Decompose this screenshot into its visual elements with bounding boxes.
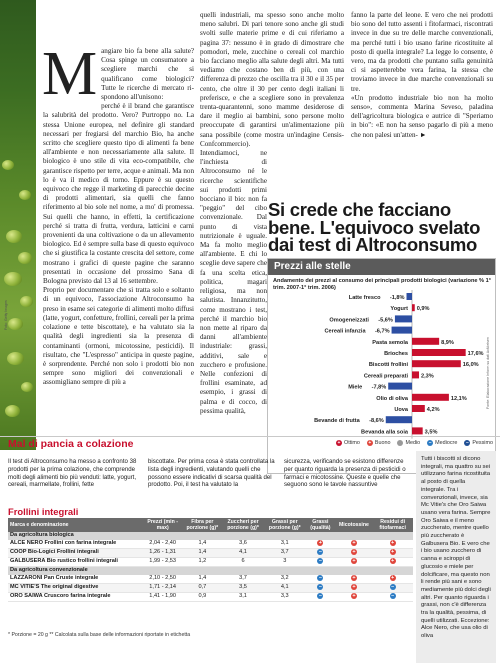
legend-label: Ottimo: [344, 440, 360, 446]
article-paragraph: «Un prodotto industriale bio non ha molto senso», commenta Marina Seveso, paladina dell'agricoltura biologica e autrice di "Speriamo in bio": «E non ha senso pagarlo di più a meno che non palesi un'atten- ►: [351, 93, 493, 139]
chart-category-label: Olio di oliva: [376, 395, 408, 402]
chart-category-label: Brioches: [384, 351, 408, 357]
table-cell-fibra: 0,9: [198, 593, 207, 600]
table-cell-zuccheri: 3,7: [239, 575, 247, 582]
table-cell-rating: [336, 558, 373, 567]
chart-value-label: 17,6%: [467, 351, 484, 357]
col-header-fibra: Fibra per porzione (g)*: [183, 518, 222, 532]
rating-plus-icon: +: [368, 440, 372, 446]
photo-credit: Foto: Getty Images: [4, 300, 8, 330]
legend-label: Pessimo: [472, 440, 493, 446]
chart-category-label: Cereali preparati: [363, 373, 408, 380]
sidebar-text: Tutti i biscotti sì dicono integrali, ma quattro su sei utilizzano farina ricostituita al posto di quella integrale. Tra i convenzionali, invece, sia Mc Vitie's che Oro Saiwa usano vera farina. Sempre Oro Saiwa e il meno zuccherato, mentre quello più zuccherato è Galbusera Bio. E vero che i bio usano zucchero di canna e sciroppi di glucosio e miele per dolcificare, ma questo non li rende più sani e sono mediamente più dolci degli altri. Per quanto riguarda i grassi, non c'è differenza tra la qualità, pessima, di quelli utilizzati. Eccezione: Alce Nero, che usa olio di oliva: [421, 456, 491, 640]
rating-good-icon: +: [352, 549, 356, 556]
table-cell-rating: [305, 592, 336, 601]
rating-mediocre-icon: –: [318, 592, 322, 599]
table-cell-rating: [372, 592, 413, 601]
table-cell-rating: [305, 540, 336, 549]
sidebar-box: [416, 451, 496, 663]
section-divider: [0, 436, 500, 437]
table-cell-price: 2,10 - 2,50: [149, 575, 177, 582]
chart-value-label: 3,5%: [424, 429, 438, 436]
table-cell-rating: [305, 575, 336, 584]
chart-category-label: Biscotti frollini: [368, 362, 408, 369]
chart-category-label: Yogurt: [390, 306, 408, 313]
article-paragraph: fanno la parte del leone. E vero che nei prodotti bio sono del tutto assenti i fitofarmaci, riscontrati invece in due su tre delle marche convenzionali, ma perché tutti i bio usano farine ricostituite al posto di quella integrale? La legge lo consente, è vero, ma da prodotti che puntano sulla genuinità ci si aspetterebbe vera farina, la stessa che troviamo invece in due marche convenzionali su tre.: [351, 11, 493, 93]
olive-photo: [0, 0, 36, 450]
chart-category-label: Cereali infanzia: [324, 328, 366, 335]
rating-square-minus-icon: –: [465, 440, 469, 446]
legend-label: Buono: [374, 440, 391, 446]
table-cell-price: 1,26 - 1,31: [142, 549, 183, 558]
table-cell-rating: [336, 583, 373, 592]
article-column-1: [42, 40, 194, 388]
table-cell-zuccheri: 3,6: [239, 540, 247, 547]
chart-bar: [412, 360, 461, 367]
article-paragraph: perché è il brand che garantisce la salubrità del prodotto. Vero? Purtroppo no. La stessa Unione europea, nel definire gli standard necessari per fregiarsi del marchio Bio, ha anche scritto che scegliere questo tipo di alimenti fa bene all'ambiente e non necessariamente alla salute. Il biologico è uno stile di vita eco-compatibile, che garantisce rispetto per terre, acque e animali. Ma non lo è va il medico di torno. Eppure è su questo equivoco che regge il marketing di parecchie decine di prodotti alimentari, sia quelli che fanno riferimento al bio sole nel nome, a mo' di promessa. Sui quelli che hanno, in effetti, la certificazione perché si tratta di frutta, verdura, latticini e carni provenienti da una coltivazione o da un allevamento biologico. Ed è sempre sulla base di questo equivoco che si giustifica la costante crescita del settore, come mostrano i grafici di queste pagine che saranno presentati in occasione del prossimo Sana di Bologna previsto dal 13 al 16 settembre.: [43, 102, 194, 286]
col-header-micotossine: Micotossine: [336, 518, 373, 532]
chart-value-label: -7,8%: [371, 384, 387, 391]
col-header-zuccheri: Zuccheri per porzione (g)*: [222, 518, 265, 532]
rating-good-icon: +: [352, 592, 356, 599]
legend-item: [427, 440, 457, 446]
table-cell-name: ALCE NERO Frollini con farina integrale: [10, 540, 117, 547]
table-cell-rating: [336, 592, 373, 601]
rating-square-icon: [397, 440, 403, 446]
rating-good-icon: +: [391, 574, 395, 581]
table-cell-fibra: 1,4: [198, 575, 207, 582]
chart-bar: [412, 304, 415, 311]
table-row: [8, 592, 413, 601]
intro-text-1: Il test di Altroconsumo ha messo a confronto 38 prodotti per la prima colazione, che comprende molti degli alimenti bio più venduti: latte, yogurt, cereali, marmellate, frollini, fette: [8, 458, 137, 489]
table-cell-name: COOP Bio-Logici Frollini integrali: [8, 549, 142, 558]
col-header-residui: Residui di fitofarmaci: [372, 518, 413, 532]
chart-value-label: -6,7%: [374, 328, 390, 335]
table-cell-fibra: 1,2: [198, 558, 207, 565]
chart-category-label: Latte fresco: [348, 295, 381, 301]
rating-good-icon: +: [352, 540, 356, 546]
table-cell-grassi: 3,2: [280, 575, 289, 582]
intro-text-2: biscottate. Per prima cosa è stata controllata la lista degli ingredienti, valutando quelli che possono essere indicativi di scarsa qualità del prodotto. Poi, il test ha valutato la: [148, 458, 275, 489]
table-row: [8, 540, 413, 549]
chart-bar: [412, 427, 423, 434]
table-cell-grassi: 3,1: [280, 540, 289, 547]
rating-good-icon: +: [391, 549, 395, 556]
table-cell-price: 2,04 - 2,40: [149, 540, 177, 547]
legend-item: [464, 440, 493, 446]
table-cell-zuccheri: 3,5: [222, 583, 265, 592]
col-header-prezzi: Prezzi (min - max): [142, 518, 183, 532]
table-cell-fibra: 0,7: [183, 583, 222, 592]
chart-bar: [412, 371, 419, 378]
article-paragraph: quelli industriali, ma spesso sono anche molto meno salubri. Di pari tenore sono anche gli studi svolti sulle materie prime e di cui riferiamo a pagina 37: nessuno è in grado di dimostrare che pomodori, mele, zucchine o cereali col marchio bio facciano meglio alla salute degli altri. Ma tutti vediamo che costano ben di più, con una differenza di prezzo che oscilla tra il 30 e il 35 per cento, che oltre il 30 per cento degli italiani li preferisce, e che a scegliere sono in prevalenza trenta-quarantenni, sono mamme desiderose di dare il meglio ai bambini, sono persone molto preoccupate di garantirsi un'alimentazione più sana possibile (come mostra un'indagine Censis-Confcommercio).: [200, 11, 344, 148]
table-cell-rating: [336, 540, 373, 549]
table-cell-price: 1,41 - 1,90: [149, 593, 177, 600]
table-cell-rating: [336, 549, 373, 558]
rating-mediocre-icon: –: [391, 592, 395, 599]
rating-good-icon: +: [391, 558, 395, 565]
table-cell-zuccheri: 6: [241, 558, 245, 565]
chart-value-label: -1,8%: [389, 295, 405, 301]
chart-bar: [386, 416, 412, 423]
chart-category-label: Miele: [348, 384, 363, 391]
rating-mediocre-icon: –: [318, 549, 322, 556]
table-cell-rating: [372, 549, 413, 558]
table-cell-fibra: 1,4: [198, 540, 207, 547]
table-cell-grassi: 3,3: [280, 593, 289, 600]
chart-category-label: Omogeneizzati: [329, 317, 369, 324]
table-cell-zuccheri: 3,1: [239, 593, 247, 600]
table-cell-rating: [305, 558, 336, 567]
table-cell-zuccheri: 4,1: [222, 549, 265, 558]
table-cell-name: MC VITIE'S The original digestive: [8, 583, 142, 592]
table-cell-grassi: 3: [283, 558, 287, 565]
chart-bar: [412, 405, 425, 412]
chart-bar: [388, 383, 412, 390]
chart-value-label: 2,3%: [421, 373, 434, 380]
table-section-label: Da agricoltura biologica: [8, 532, 413, 540]
chart-category-label: Pasta semola: [372, 339, 408, 346]
intro-text-3: sicurezza, verificando se esistono differenze per quanto riguarda la presenza di pesticidi o farmaci e micotossine. Queste e quelle che seguono sono le tavole nassuntive: [284, 458, 406, 489]
table-footnote: * Porzione = 20 g ** Calcolata sulla base delle informazioni riportate in etichetta: [8, 632, 191, 638]
legend-item: [336, 440, 360, 446]
table-section-label: Da agricoltura convenzionale: [8, 567, 413, 575]
chart-bar: [412, 349, 466, 356]
col-header-grassi: Grassi per porzione (g)*: [264, 518, 305, 532]
chart-bar: [407, 293, 412, 300]
rating-good-icon: +: [352, 574, 356, 581]
chart-category-label: Bevande di frutta: [314, 418, 360, 425]
table-cell-price: 1,99 - 2,53: [149, 558, 177, 565]
table-row: [8, 549, 413, 558]
chart-bar: [395, 315, 412, 322]
legend-item: [397, 440, 420, 446]
table-title: Frollini integrali: [8, 506, 79, 517]
table-cell-grassi: 3,7: [264, 549, 305, 558]
rating-square-plus-icon: +: [337, 440, 341, 446]
table-cell-grassi: 4,1: [264, 583, 305, 592]
table-section-row: [8, 567, 413, 575]
table-section-row: [8, 532, 413, 540]
rating-mediocre-icon: –: [318, 583, 322, 590]
section-title: Mal di pancia a colazione: [8, 438, 134, 450]
table-cell-rating: [305, 583, 336, 592]
rating-minus-icon: –: [428, 440, 432, 446]
chart-value-label: 16,0%: [462, 362, 479, 369]
rating-good-icon: +: [391, 540, 395, 546]
article-paragraph: Proprio per documentare che si tratta solo e soltanto di un equivoco, l'associazione Altroconsumo ha preso in esame sei categorie di alimenti molto diffusi (latte, yogurt, confetture, frollini, cereali per la prima colazione e tette biscottate), e ha valutato sia la qualità degli ingredienti sia la presenza di contaminanti (ormoni, micotossine, pesticidi). Il risultato, che "L'espresso" anticipa in queste pagine, è sorprendente. Perché non solo i prodotti bio non sempre sono migliori dei convenzionali e assomigliano sempre di più a: [43, 286, 194, 387]
table-header-row: [8, 518, 413, 532]
chart-category-label: Bevanda alla soia: [361, 429, 408, 436]
legend-label: Mediocre: [435, 440, 458, 446]
chart-value-label: 4,2%: [426, 407, 440, 413]
chart-bar: [392, 327, 412, 334]
headline: Si crede che facciano bene. L'equivoco svelato dai test di Altroconsumo: [268, 199, 481, 255]
chart-value-label: -5,6%: [378, 317, 393, 324]
table-cell-name: ORO SAIWA Cruscoro farina integrale: [10, 593, 111, 600]
chart-value-label: 0,9%: [416, 306, 430, 313]
col-header-grassi-qualita: Grassi (qualità): [305, 518, 336, 532]
chart-value-label: -8,6%: [369, 418, 384, 425]
table-cell-name: LAZZARONI Pan Cruste integrale: [10, 575, 99, 582]
table-cell-rating: [372, 583, 413, 592]
article-paragraph: Intendiamoci, ne l'inchiesta di Altroconsumo né le ricerche scientifiche sui prodotti primi bocciano il bio: non fa "peggio" del cibo convenzionale. Dal punto di vista nutrizionale è uguale. Ma fa molto meglio all'ambiente. E chi lo sceglie deve sapere che fa una scelta etica, politica, magari religiosa, ma non salutista. Innanzitutto, come mostrano i test, perché il marchio bio non mette al riparo da danni all'ambiente industriale: grassi, additivi, sale e zucchero e profusione. Nelle confezioni di frollini esaminate, ad esempio, i grassi di palma e di cocco, di pessima qualità,: [200, 149, 267, 415]
chart-subtitle: Andamento dei prezzi al consumo dei principali prodotti biologici (variazione % 1° trim. 2007-1° trim. 2006): [273, 278, 491, 291]
chart-bar: [412, 394, 449, 401]
drop-cap: M: [42, 40, 98, 108]
chart-bar: [412, 338, 439, 345]
chart-value-label: 8,9%: [441, 339, 454, 346]
table-cell-rating: [372, 540, 413, 549]
legend-item: [367, 440, 391, 446]
table-cell-rating: [372, 575, 413, 584]
frollini-table: [8, 518, 413, 602]
rating-mediocre-icon: –: [318, 574, 322, 581]
rating-legend: [336, 440, 493, 446]
table-cell-rating: [305, 549, 336, 558]
col-header-marca: Marca e denominazione: [8, 518, 142, 532]
table-cell-fibra: 1,4: [183, 549, 222, 558]
rating-good-icon: +: [352, 583, 356, 590]
table-cell-price: 1,71 - 2,14: [142, 583, 183, 592]
table-row: [8, 575, 413, 584]
chart-value-label: 12,1%: [450, 395, 467, 402]
article-column-3: [351, 11, 493, 140]
article-lead: angiare bio fa bene alla salute? Cosa spinge un consumatore a scegliere marchi che si qualificano come biologici? Tutte le ricerche di mercato ri-spondono all'unisono:: [101, 47, 194, 102]
rating-mediocre-icon: –: [318, 558, 322, 565]
chart-title: Prezzi alle stelle: [268, 259, 495, 275]
table-cell-name: GALBUSERA Bio rustico frollini integrali: [10, 558, 118, 565]
rating-mediocre-icon: –: [391, 583, 395, 590]
rating-good-icon: +: [318, 540, 322, 546]
table-cell-rating: [336, 575, 373, 584]
chart-category-label: Uova: [394, 407, 408, 413]
table-row: [8, 558, 413, 567]
rating-good-icon: +: [352, 558, 356, 565]
table-row: [8, 583, 413, 592]
chart-credit: Fonte: Elaborazione Inform su dati AcNielsen: [486, 337, 490, 409]
legend-label: Medio: [405, 440, 421, 446]
table-cell-rating: [372, 558, 413, 567]
